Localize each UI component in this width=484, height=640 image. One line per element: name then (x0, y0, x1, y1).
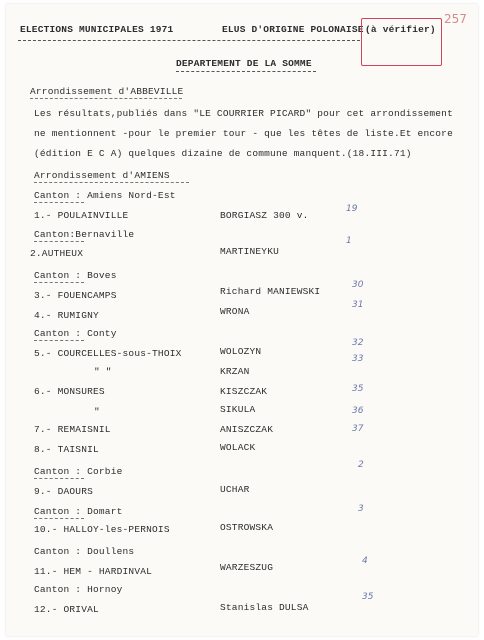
handwritten-number: 4 (362, 556, 368, 566)
amiens-underline (34, 182, 189, 183)
header-subject: ELUS D'ORIGINE POLONAISE (222, 24, 364, 35)
elected-name: KISZCZAK (220, 386, 268, 397)
elected-name: SIKULA (220, 404, 256, 415)
canton-label: Canton : Boves (34, 270, 117, 281)
handwritten-number: 2 (358, 460, 364, 470)
page-number: 257 (444, 12, 467, 26)
handwritten-number: 30 (352, 280, 364, 290)
handwritten-number: 37 (352, 424, 364, 434)
department-underline (176, 71, 316, 72)
canton-underline (34, 202, 84, 203)
handwritten-number: 35 (352, 384, 364, 394)
elected-name: UCHAR (220, 484, 250, 495)
handwritten-number: 31 (352, 300, 364, 310)
handwritten-number: 32 (352, 338, 364, 348)
elected-name: MARTINEYKU (220, 246, 280, 257)
elected-name: OSTROWSKA (220, 522, 274, 533)
commune-name: " " (94, 366, 112, 377)
canton-label: Canton : Doullens (34, 546, 135, 557)
elected-name: WRONA (220, 306, 250, 317)
commune-name: 2.AUTHEUX (30, 248, 84, 259)
header-annotation: (à vérifier) (365, 24, 436, 35)
department-title: DEPARTEMENT DE LA SOMME (176, 58, 312, 69)
commune-name: 9.- DAOURS (34, 486, 94, 497)
canton-label: Canton : Corbie (34, 466, 123, 477)
canton-underline (34, 282, 84, 283)
handwritten-number: 1 (346, 236, 352, 246)
handwritten-number: 36 (352, 406, 364, 416)
elected-name: WARZESZUG (220, 562, 274, 573)
commune-name: 12.- ORIVAL (34, 604, 99, 615)
arrondissement-amiens-label: Arrondissement d'AMIENS (34, 170, 170, 181)
canton-underline (34, 518, 84, 519)
commune-name: 7.- REMAISNIL (34, 424, 111, 435)
commune-name: 5.- COURCELLES-sous-THOIX (34, 348, 182, 359)
document-page (6, 4, 478, 636)
canton-label: Canton:Bernaville (34, 229, 135, 240)
commune-name: 1.- POULAINVILLE (34, 210, 129, 221)
canton-label: Canton : Amiens Nord-Est (34, 190, 176, 201)
handwritten-number: 33 (352, 354, 364, 364)
elected-name: BORGIASZ 300 v. (220, 210, 309, 221)
commune-name: 4.- RUMIGNY (34, 310, 99, 321)
elected-name: Richard MANIEWSKI (220, 286, 321, 297)
handwritten-number: 19 (346, 204, 358, 214)
abbeville-note-line-2: ne mentionnent -pour le premier tour - que les têtes de liste.Et encore (34, 128, 453, 139)
commune-name: 8.- TAISNIL (34, 444, 99, 455)
canton-underline (34, 241, 84, 242)
elected-name: WOLOZYN (220, 346, 262, 357)
elected-name: ANISZCZAK (220, 424, 274, 435)
commune-name: 6.- MONSURES (34, 386, 105, 397)
header-underline (18, 40, 360, 41)
commune-name: 10.- HALLOY-les-PERNOIS (34, 524, 170, 535)
arrondissement-abbeville-label: Arrondissement d'ABBEVILLE (30, 86, 184, 97)
commune-name: " (94, 406, 100, 417)
commune-name: 3.- FOUENCAMPS (34, 290, 117, 301)
abbeville-note-line-3: (édition E C A) quelques dizaine de commune manquent.(18.III.71) (34, 148, 412, 159)
canton-label: Canton : Hornoy (34, 584, 123, 595)
handwritten-number: 3 (358, 504, 364, 514)
abbeville-underline (30, 98, 182, 99)
canton-underline (34, 340, 84, 341)
header-election-title: ELECTIONS MUNICIPALES 1971 (20, 24, 174, 35)
canton-label: Canton : Domart (34, 506, 123, 517)
canton-underline (34, 478, 84, 479)
elected-name: Stanislas DULSA (220, 602, 309, 613)
elected-name: KRZAN (220, 366, 250, 377)
elected-name: WOLACK (220, 442, 256, 453)
canton-label: Canton : Conty (34, 328, 117, 339)
handwritten-number: 35 (362, 592, 374, 602)
abbeville-note-line-1: Les résultats,publiés dans "LE COURRIER PICARD" pour cet arrondissement (34, 108, 453, 119)
commune-name: 11.- HEM - HARDINVAL (34, 566, 153, 577)
